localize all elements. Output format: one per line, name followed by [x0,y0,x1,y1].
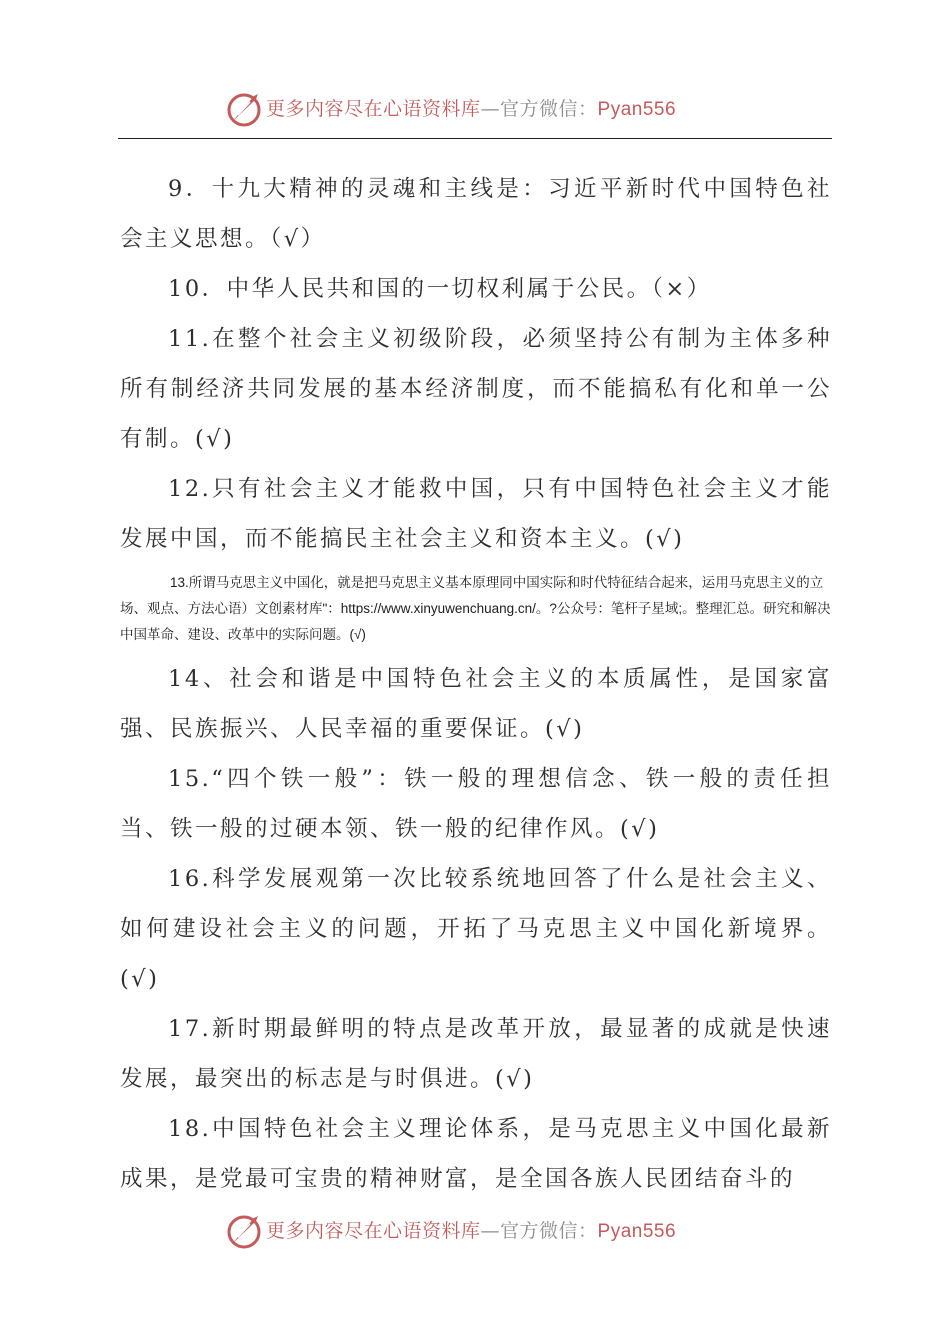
banner-official-label: —官方微信： [480,98,598,120]
banner-brand: 更多内容尽在心语资料库 [266,1220,481,1242]
list-item-11: 11.在整个社会主义初级阶段，必须坚持公有制为主体多种所有制经济共同发展的基本经济制度，而不能搞私有化和单一公有制。(√) [120,326,832,452]
list-item-12: 12.只有社会主义才能救中国，只有中国特色社会主义才能发展中国，而不能搞民主社会主义和资本主义。(√) [120,476,832,552]
quill-logo-icon [224,88,264,128]
list-item-10: 10．中华人民共和国的一切权利属于公民。（×） [168,276,712,302]
header-rule [118,138,832,139]
banner-official-label: —官方微信： [480,1220,598,1242]
list-item-15: 15.“四个铁一般”：铁一般的理想信念、铁一般的责任担当、铁一般的过硬本领、铁一般的纪律作风。(√) [120,766,832,842]
header-banner [0,84,950,134]
list-item-17: 17.新时期最鲜明的特点是改革开放，最显著的成就是快速发展，最突出的标志是与时俱进。(√) [120,1016,832,1092]
list-item-13: 13.所谓马克思主义中国化，就是把马克思主义基本原理同中国实际和时代特征结合起来，运用马克思主义的立场、观点、方法心语）文创素材库"：https://www.xinyuwenchuang.cn/。?公众号：笔杆子星域;。整理汇总。研究和解决中国革命、建设、改革中的实际问题。(√) [120,575,831,642]
list-item-16: 16.科学发展观第一次比较系统地回答了什么是社会主义、如何建设社会主义的问题，开拓了马克思主义中国化新境界。(√) [120,866,832,992]
banner-text [266,1216,676,1243]
footer-banner [0,1206,950,1256]
list-item-14: 14、社会和谐是中国特色社会主义的本质属性，是国家富强、民族振兴、人民幸福的重要保证。(√) [120,666,832,742]
banner-text [266,94,676,121]
quill-logo-icon [224,1210,264,1250]
banner-wechat-id: Pyan556 [597,1221,677,1242]
document-body [120,164,832,1204]
banner-wechat-id: Pyan556 [597,99,677,120]
list-item-9: 9．十九大精神的灵魂和主线是：习近平新时代中国特色社会主义思想。（√） [120,176,832,252]
list-item-18: 18.中国特色社会主义理论体系，是马克思主义中国化最新成果，是党最可宝贵的精神财富，是全国各族人民团结奋斗的 [120,1116,832,1192]
banner-brand: 更多内容尽在心语资料库 [266,98,481,120]
